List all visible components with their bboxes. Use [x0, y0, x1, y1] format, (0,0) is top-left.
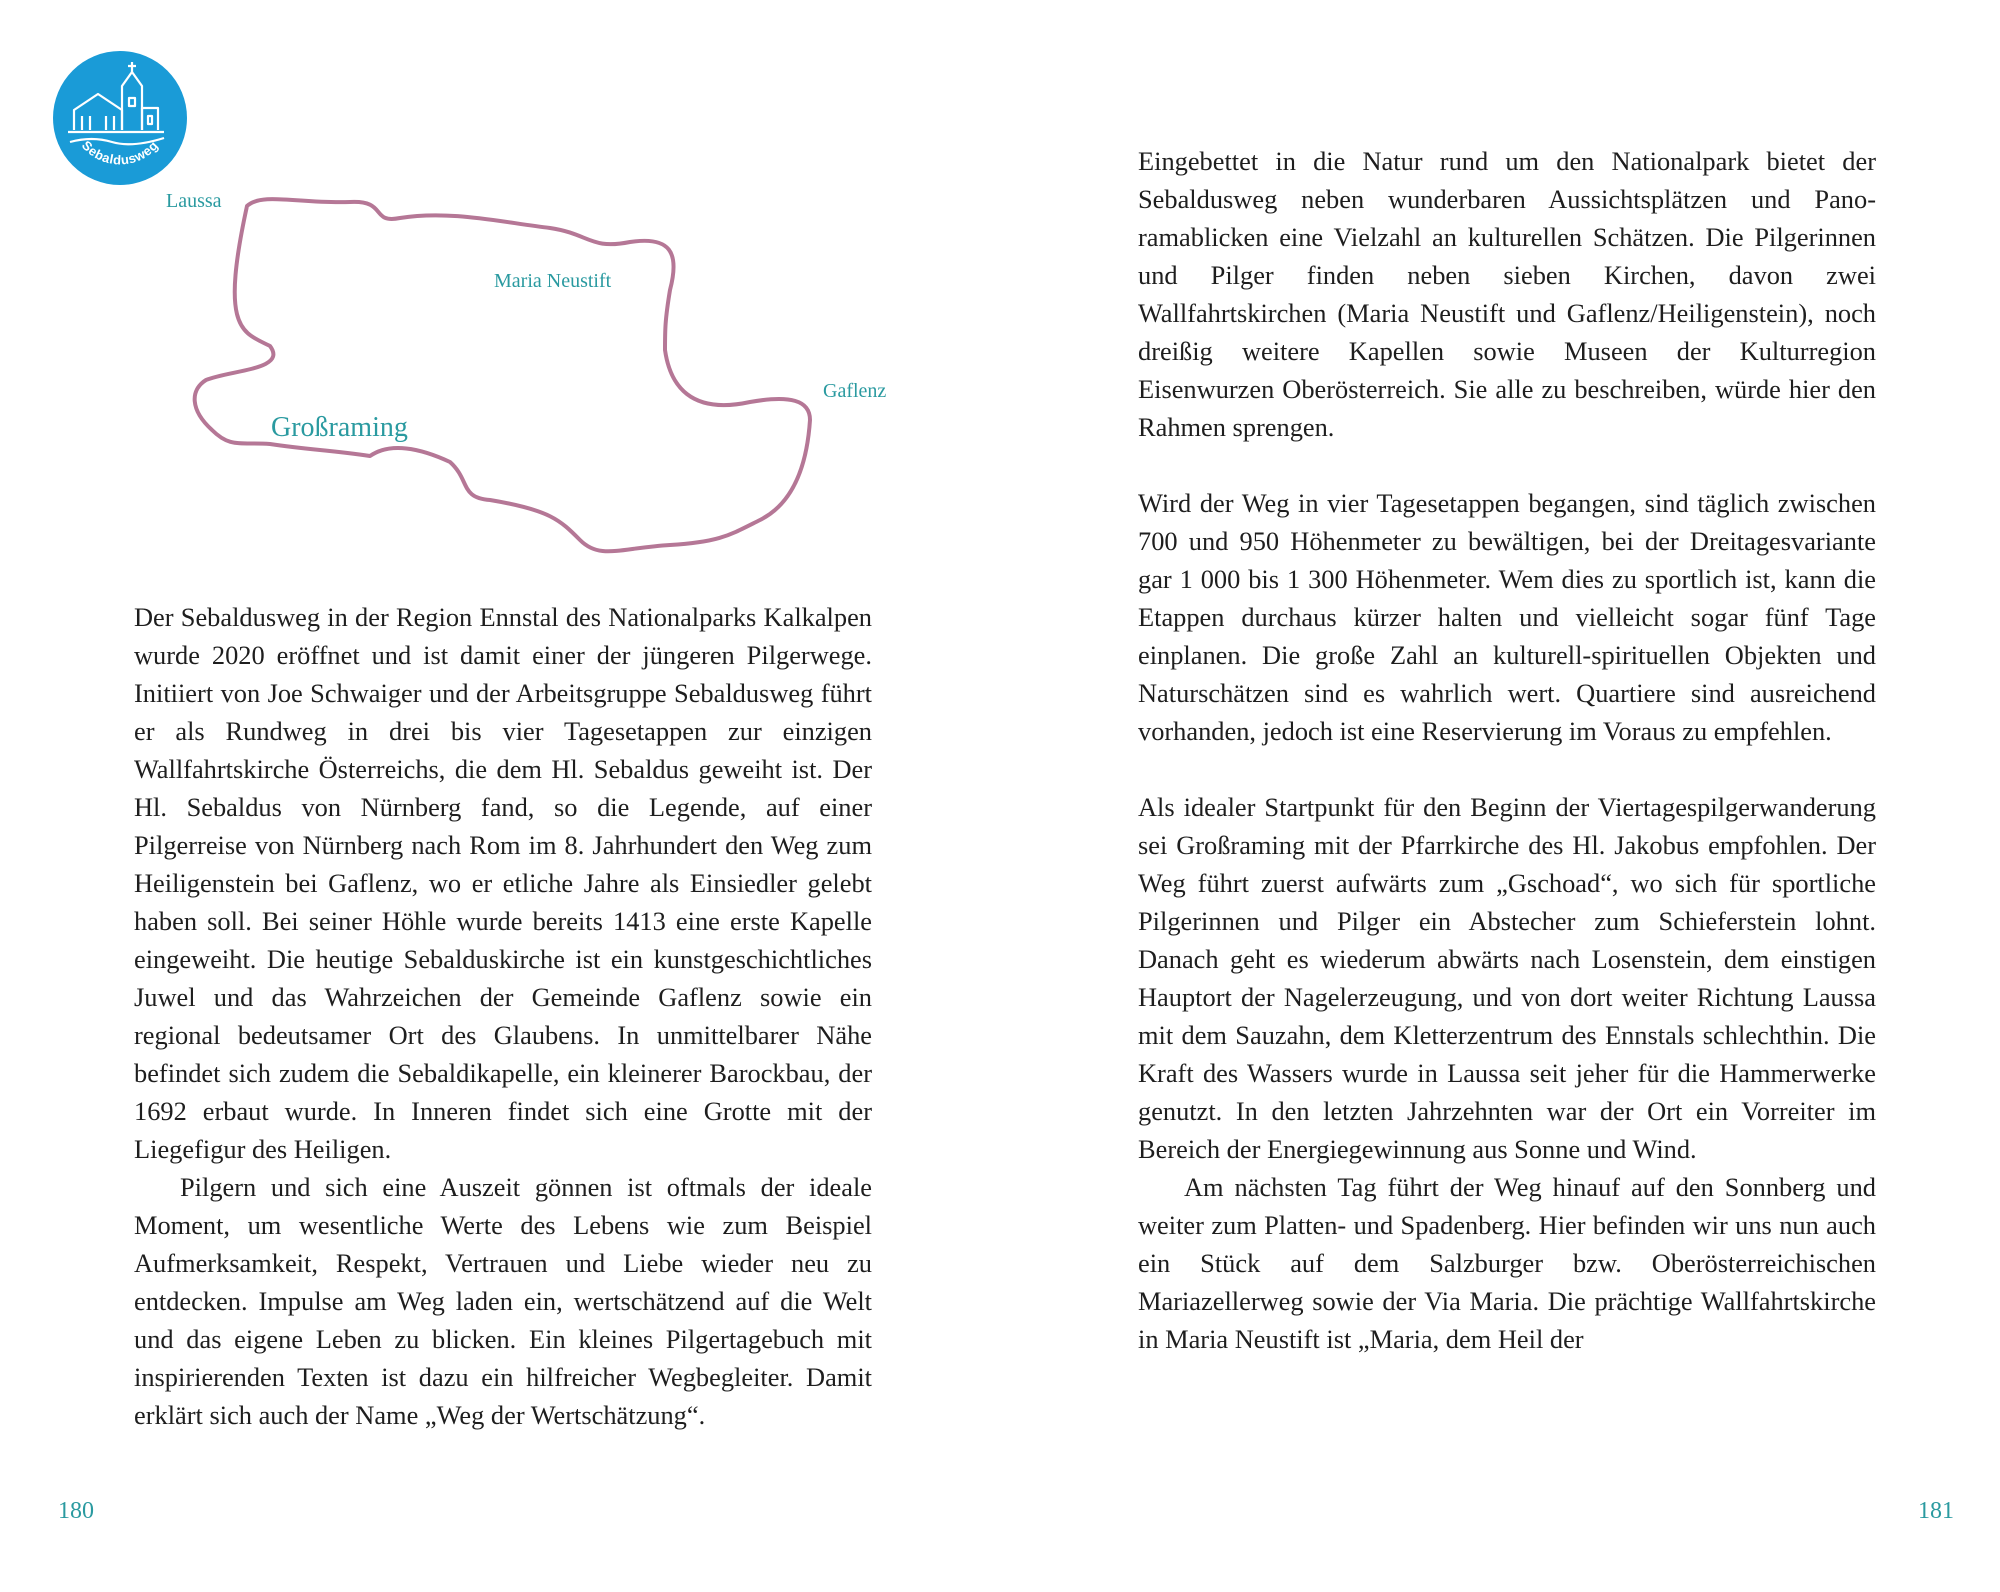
page-number: 181 [1918, 1498, 1954, 1524]
map-label-grossraming: Großraming [271, 412, 408, 443]
route-line [195, 199, 810, 551]
route-map [150, 180, 920, 560]
paragraph: Pilgern und sich eine Auszeit gönnen ist oftmals der ideale Moment, um wesentliche Werte des Lebens wie zum Beispiel Aufmerksamkeit, Respekt, Vertrauen und Liebe wieder neu zu entdecken. Impulse am Weg laden ein, wertschätzend auf die Welt und das eigene Leben zu blicken. Ein kleines Pilgertagebuch mit inspirierenden Texten ist dazu ein hilfreicher Wegbegleiter. Damit erklärt sich auch der Name „Weg der Wertschätzung“. [134, 1172, 872, 1430]
map-label-maria-neustift: Maria Neustift [494, 270, 612, 292]
paragraph: Der Sebaldusweg in der Region Ennstal des Nationalparks Kalkalpen wurde 2020 eröffnet und ist damit einer der jüngeren Pilgerwege. Initiiert von Joe Schwaiger und der Arbeitsgruppe Sebaldusweg führt er als Rundweg in drei bis vier Tagesetappen zur einzigen Wallfahrtskirche Österreichs, die dem Hl. Sebaldus geweiht ist. Der Hl. Sebaldus von Nürnberg fand, so die Legende, auf einer Pilgerreise von Nürnberg nach Rom im 8. Jahrhundert den Weg zum Heiligenstein bei Gaflenz, wo er etliche Jahre als Einsiedler gelebt haben soll. Bei seiner Höhle wurde bereits 1413 eine erste Kapelle eingeweiht. Die heutige Sebalduskirche ist ein kunstgeschichtliches Juwel und das Wahrzeichen der Gemeinde Gaflenz sowie ein regional bedeutsamer Ort des Glaubens. In unmittelbarer Nähe befindet sich zudem die Sebaldikapelle, ein kleinerer Barockbau, der 1692 erbaut wurde. In Inneren findet sich eine Grotte mit der Liegefigur des Heiligen. [134, 602, 872, 1164]
sebaldusweg-badge [52, 50, 188, 186]
map-label-gaflenz: Gaflenz [823, 380, 887, 402]
paragraph: Als idealer Startpunkt für den Beginn der Viertagespilgerwanderung sei Großraming mit der Pfarrkirche des Hl. Jakobus empfohlen. Der Weg führt zuerst aufwärts zum „Gschoad“, wo sich für sportliche Pilgerinnen und Pilger ein Abstecher zum Schieferstein lohnt. Danach geht es wiederum abwärts nach Losenstein, dem einstigen Hauptort der Nagelerzeugung, und von dort weiter Richtung Laussa mit dem Sauzahn, dem Kletterzentrum des Ennstals schlechthin. Die Kraft des Wassers wurde in Laussa seit jeher für die Hammerwerke genutzt. In den letzten Jahrzehnten war der Ort ein Vorreiter im Bereich der Energiegewinnung aus Sonne und Wind. [1138, 792, 1876, 1164]
page-number: 180 [58, 1498, 94, 1524]
left-body-text [134, 598, 872, 1434]
map-label-laussa: Laussa [166, 190, 222, 212]
paragraph: Eingebettet in die Natur rund um den Nationalpark bietet der Sebaldusweg neben wunderbaren Aussichtsplätzen und Panoramablicken eine Vielzahl an kulturellen Schätzen. Die Pilgerinnen und Pilger finden neben sieben Kirchen, davon zwei Wallfahrtskirchen (Maria Neustift und Gaflenz/Heiligenstein), noch dreißig weitere Kapellen sowie Museen der Kulturregion Eisenwurzen Oberösterreich. Sie alle zu beschreiben, würde hier den Rahmen sprengen. [1138, 146, 1876, 442]
right-body-text [1138, 142, 1876, 1358]
paragraph: Wird der Weg in vier Tagesetappen begangen, sind täglich zwischen 700 und 950 Höhenmeter zu bewältigen, bei der Dreitagesvariante gar 1 000 bis 1 300 Höhenmeter. Wem dies zu sportlich ist, kann die Etappen durchaus kürzer halten und vielleicht sogar fünf Tage einplanen. Die große Zahl an kulturell-spirituellen Objekten und Naturschätzen sind es wahrlich wert. Quartiere sind ausreichend vorhanden, jedoch ist eine Reservierung im Voraus zu empfehlen. [1138, 488, 1876, 746]
badge-label: Sebaldusweg [78, 137, 162, 168]
paragraph: Am nächsten Tag führt der Weg hinauf auf den Sonnberg und weiter zum Platten- und Spadenberg. Hier befinden wir uns nun auch ein Stück auf dem Salzburger bzw. Oberösterreichischen Mariazellerweg sowie der Via Maria. Die prächtige Wallfahrtskirche in Maria Neustift ist „Maria, dem Heil der [1138, 1172, 1876, 1354]
right-page [1000, 0, 2000, 1592]
